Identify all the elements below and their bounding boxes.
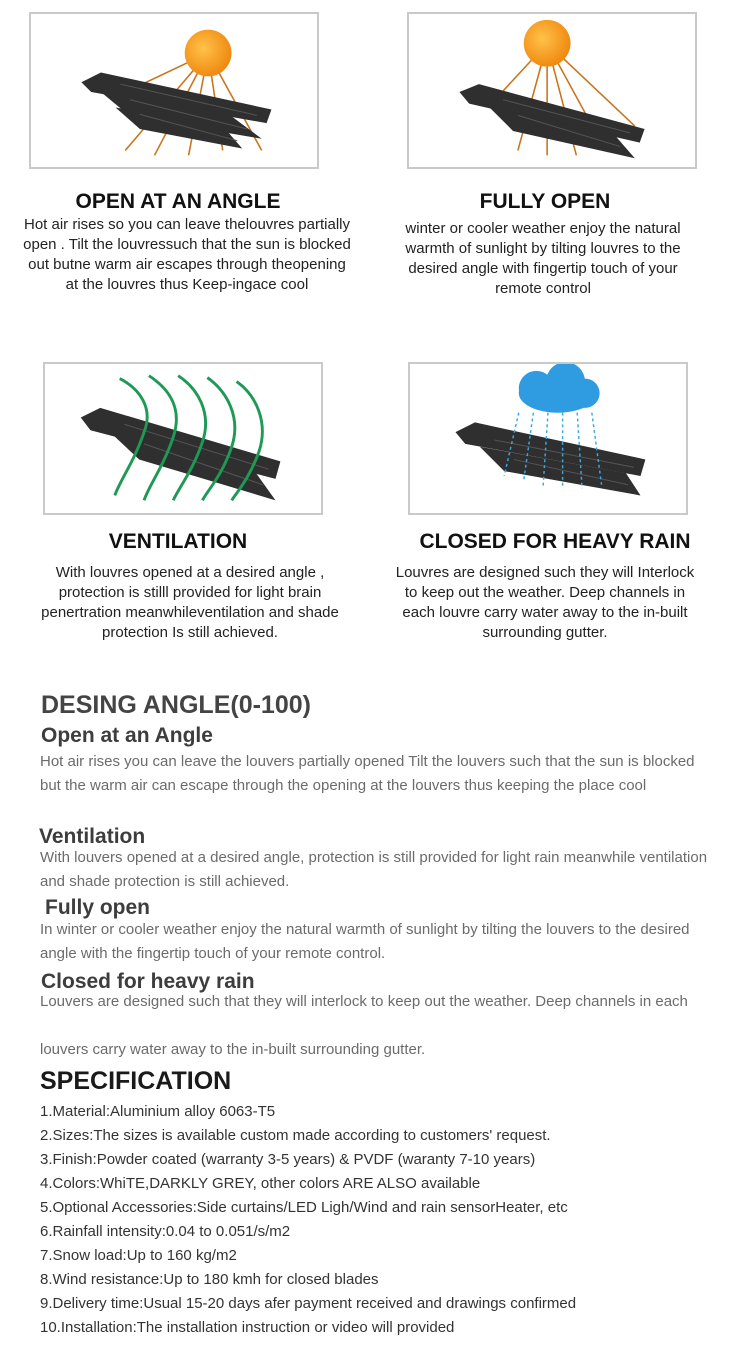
spec-item: 2.Sizes:The sizes is available custom made according to customers' request. [40,1127,551,1144]
specification-list [40,1100,576,1340]
spec-item: 6.Rainfall intensity:0.04 to 0.051/s/m2 [40,1223,291,1240]
spec-item: 5.Optional Accessories:Side curtains/LED Ligh/Wind and rain sensorHeater, etc [40,1199,568,1216]
section-text-closed-rain: Louvers are designed such that they will interlock to keep out the weather. Deep channels in each [40,993,688,1010]
design-angle-heading: DESING ANGLE(0-100) [41,691,311,719]
illustration-closed-rain [408,362,688,515]
sun-louvre-illustration [31,14,317,167]
spec-item: 4.Colors:WhiTE,DARKLY GREY, other colors ARE ALSO available [40,1175,481,1192]
card-title-open-angle: OPEN AT AN ANGLE [75,190,281,213]
specification-heading: SPECIFICATION [40,1067,232,1095]
section-text-closed-rain-cont: louvers carry water away to the in-built surrounding gutter. [40,1041,426,1058]
spec-item: 9.Delivery time:Usual 15-20 days afer payment received and drawings confirmed [40,1295,577,1312]
card-text-open-angle: Hot air rises so you can leave thelouvres partially open . Tilt the louvressuch that the sun is blocked out butne warm air escapes through theopening at the louvres thus Keep-ingace cool [23,216,351,293]
airflow-louvre-illustration [45,364,321,513]
spec-item: 10.Installation:The installation instruction or video will provided [40,1319,455,1336]
illustration-ventilation [43,362,323,515]
card-title-fully-open: FULLY OPEN [479,190,611,213]
card-text-ventilation: With louvres opened at a desired angle , protection is stilll provided for light brain penertration meanwhileventilation and shade protection Is still achieved. [41,564,339,641]
illustration-fully-open [407,12,697,169]
section-title-closed-rain: Closed for heavy rain [41,970,255,993]
card-title-closed-rain: CLOSED FOR HEAVY RAIN [419,530,691,553]
sun-rays-louvre-illustration [409,14,695,167]
card-title-ventilation: VENTILATION [108,530,248,553]
rain-cloud-louvre-illustration [410,364,686,513]
section-title-open-angle: Open at an Angle [41,724,213,747]
card-text-fully-open: winter or cooler weather enjoy the natural warmth of sunlight by tilting louvres to the desired angle with fingertip touch of your remote control [405,220,681,297]
card-text-closed-rain: Louvres are designed such they will Interlock to keep out the weather. Deep channels in each louvre carry water away to the in-built surrounding gutter. [395,564,695,641]
section-title-ventilation: Ventilation [39,825,146,848]
spec-item: 8.Wind resistance:Up to 180 kmh for closed blades [40,1271,379,1288]
section-title-fully-open: Fully open [45,896,150,919]
spec-item: 1.Material:Aluminium alloy 6063-T5 [40,1103,276,1120]
illustration-open-angle [29,12,319,169]
section-text-ventilation: With louvers opened at a desired angle, protection is still provided for light rain meanwhile ventilation and shade protection is still achieved. [40,849,708,890]
section-text-fully-open: In winter or cooler weather enjoy the natural warmth of sunlight by tilting the louvers to the desired angle with the fingertip touch of your remote control. [40,921,690,962]
spec-item: 3.Finish:Powder coated (warranty 3-5 years) & PVDF (waranty 7-10 years) [40,1151,536,1168]
spec-item: 7.Snow load:Up to 160 kg/m2 [40,1247,237,1264]
section-text-open-angle: Hot air rises you can leave the louvers partially opened Tilt the louvers such that the sun is blocked but the warm air can escape through the opening at the louvers thus keeping the place cool [40,753,695,794]
